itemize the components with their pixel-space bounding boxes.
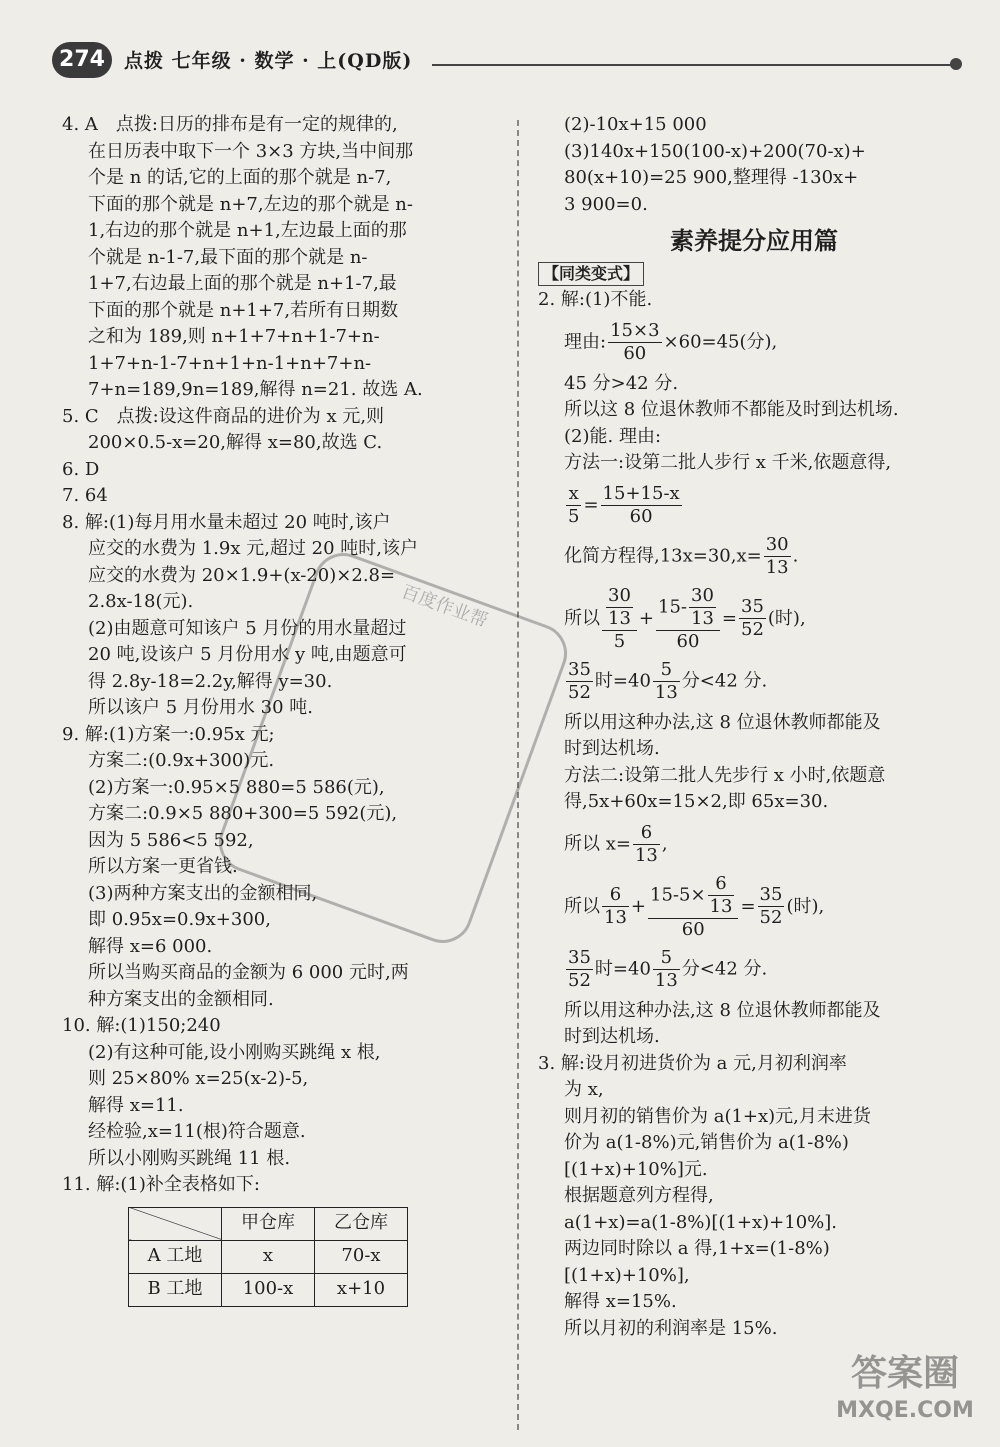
table-row <box>129 1273 408 1306</box>
text-line: 80(x+10)=25 900,整理得 -130x+ <box>564 167 859 188</box>
denominator: 13 <box>691 607 714 629</box>
numerator: 5 <box>653 659 680 682</box>
table-cell: A 工地 <box>129 1240 222 1273</box>
denominator: 13 <box>709 895 733 917</box>
text-line: 根据题意列方程得, <box>564 1185 714 1206</box>
text-line: 应交的水费为 20×1.9+(x-20)×2.8= <box>88 564 396 586</box>
text-line: 时到达机场. <box>564 1026 660 1047</box>
answer-10 <box>62 1013 502 1172</box>
answer-11: 11. 解:(1)补全表格如下: <box>62 1174 260 1195</box>
table-row <box>129 1240 408 1273</box>
text-line: 价为 a(1-8%)元,销售价为 a(1-8%) <box>564 1132 849 1153</box>
text-line: 在日历表中取下一个 3×3 方块,当中间那 <box>88 140 414 162</box>
denominator: 60 <box>623 342 647 364</box>
denominator: 5 <box>613 630 626 652</box>
text-span: = <box>583 494 599 515</box>
answer-9 <box>62 722 502 1014</box>
numerator: 6 <box>602 884 629 907</box>
text-line: 2. 解:(1)不能. <box>538 289 653 310</box>
denominator: 13 <box>608 607 631 629</box>
text-span: 化简方程得,13x=30,x= <box>564 545 762 566</box>
fraction <box>566 659 593 704</box>
fraction <box>648 873 738 941</box>
text-line: (3)两种方案支出的金额相同, <box>88 882 318 904</box>
text-line: 1+7,右边最上面的那个就是 n+1-7,最 <box>88 273 397 294</box>
logo-text: 答案圈 <box>850 1353 959 1394</box>
column-divider <box>517 120 519 1430</box>
text-line: 两边同时除以 a 得,1+x=(1-8%) <box>564 1238 830 1259</box>
text-line: 应交的水费为 1.9x 元,超过 20 吨时,该户 <box>88 538 419 559</box>
numerator: 6 <box>633 822 660 845</box>
fraction <box>689 585 716 630</box>
text-line: 所以用这种办法,这 8 位退休教师都能及 <box>564 711 881 733</box>
fraction <box>566 483 581 528</box>
denominator: 13 <box>654 969 678 991</box>
text-line: 2.8x-18(元). <box>88 591 194 612</box>
fraction <box>739 596 766 641</box>
text-line: 1+7+n-1-7+n+1+n-1+n+7+n- <box>88 352 372 374</box>
page-number: 274 <box>52 42 112 78</box>
text-line: 方案二:0.9×5 880+300=5 592(元), <box>88 803 398 824</box>
numerator <box>648 873 738 919</box>
text-line: 所以这 8 位退休教师不都能及时到达机场. <box>564 399 899 420</box>
formula-line <box>538 873 970 941</box>
denominator: 60 <box>681 918 705 940</box>
text-line: (2)方案一:0.95×5 880=5 586(元), <box>88 776 385 798</box>
text-line: 20 吨,设该户 5 月份用水 y 吨,由题意可 <box>88 644 407 665</box>
text-line: 7+n=189,9n=189,解得 n=21. 故选 A. <box>88 379 423 400</box>
table-header-cell <box>129 1207 222 1240</box>
fraction <box>633 822 660 867</box>
text-line: 所以当购买商品的金额为 6 000 元时,两 <box>88 962 409 983</box>
text-line: 方案二:(0.9x+300)元. <box>88 750 275 771</box>
page-header <box>52 40 972 80</box>
text-line: 9. 解:(1)方案一:0.95x 元; <box>62 723 275 745</box>
text-line: 得,5x+60x=15×2,即 65x=30. <box>564 791 829 812</box>
text-line: 方法一:设第二批人步行 x 千米,依题意得, <box>564 452 892 473</box>
text-span: 理由: <box>564 331 607 352</box>
text-line: 个是 n 的话,它的上面的那个就是 n-7, <box>88 167 392 188</box>
denominator: 13 <box>604 907 627 928</box>
text-line: 所以小刚购买跳绳 11 根. <box>88 1147 291 1169</box>
text-line: 10. 解:(1)150;240 <box>62 1015 221 1036</box>
denominator: 13 <box>654 681 678 703</box>
denominator: 13 <box>634 844 658 866</box>
denominator: 13 <box>765 556 789 578</box>
fraction <box>602 585 637 653</box>
denominator: 60 <box>676 630 700 652</box>
table-header-cell: 甲仓库 <box>222 1207 315 1240</box>
formula-line <box>538 585 970 653</box>
text-line: 之和为 189,则 n+1+7+n+1-7+n- <box>88 326 380 347</box>
text-line: 3 900=0. <box>564 193 648 215</box>
header-dot-icon <box>950 58 962 70</box>
text-line: (3)140x+150(100-x)+200(70-x)+ <box>564 140 866 162</box>
denominator: 60 <box>629 505 653 527</box>
fraction <box>708 873 735 918</box>
table-cell: B 工地 <box>129 1273 222 1306</box>
text-line: 则月初的销售价为 a(1+x)元,月末进货 <box>564 1105 871 1127</box>
text-line: 个就是 n-1-7,最下面的那个就是 n- <box>88 246 368 268</box>
formula-line <box>538 534 970 579</box>
table-cell: 100-x <box>222 1273 315 1306</box>
denominator: 52 <box>568 969 591 991</box>
fraction <box>653 947 680 992</box>
answer-5 <box>62 404 502 457</box>
denominator: 52 <box>741 619 764 640</box>
right-column <box>538 112 970 1342</box>
text-line: 经检验,x=11(根)符合题意. <box>88 1121 306 1142</box>
fraction <box>758 884 785 929</box>
numerator: x <box>566 483 581 506</box>
answer-4 <box>62 112 502 404</box>
table-header-row <box>129 1207 408 1240</box>
table-cell: x <box>222 1240 315 1273</box>
answer-8 <box>62 510 502 722</box>
text-line: 解得 x=11. <box>88 1094 184 1116</box>
text-span: . <box>792 545 799 566</box>
text-line: 所以方案一更省钱. <box>88 856 238 877</box>
answer-3 <box>538 1051 970 1343</box>
numerator: 35 <box>741 596 764 617</box>
text-line: 因为 5 586<5 592, <box>88 829 254 851</box>
corner-logo <box>820 1350 990 1440</box>
text-line: 1,右边的那个就是 n+1,左边最上面的那 <box>88 220 407 241</box>
text-line: 则 25×80% x=25(x-2)-5, <box>88 1068 309 1089</box>
text-line: (2)有这种可能,设小刚购买跳绳 x 根, <box>88 1041 381 1063</box>
left-column <box>62 112 502 1307</box>
numerator: 35 <box>568 658 591 680</box>
text-line: [(1+x)+10%], <box>564 1264 690 1286</box>
text-line: 下面的那个就是 n+1+7,若所有日期数 <box>88 299 399 321</box>
numerator: 15×3 <box>610 319 660 341</box>
text-span: , <box>661 833 668 854</box>
denominator: 52 <box>759 907 783 928</box>
text-line: 3. 解:设月初进货价为 a 元,月初利润率 <box>538 1052 847 1074</box>
numerator: 35 <box>759 884 783 905</box>
numerator: 35 <box>568 946 591 968</box>
fraction <box>608 320 661 365</box>
text-line: a(1+x)=a(1-8%)[(1+x)+10%]. <box>564 1211 837 1233</box>
denominator: 5 <box>568 505 580 527</box>
book-title: 点拨 七年级 · 数学 · 上(QD版) <box>124 50 413 72</box>
fraction <box>606 585 633 630</box>
numerator: 30 <box>608 584 631 606</box>
formula-line <box>538 947 970 992</box>
text-line: (2)由题意可知该户 5 月份的用水量超过 <box>88 617 407 639</box>
fraction <box>653 659 680 704</box>
formula-line <box>538 659 970 704</box>
table-header-cell: 乙仓库 <box>315 1207 408 1240</box>
text-span: 时=40 <box>594 958 651 979</box>
text-span: 时=40 <box>594 670 651 691</box>
numerator: 15+15-x <box>602 482 680 504</box>
text-span: 所以 x= <box>564 833 631 854</box>
fraction <box>601 483 682 528</box>
table-cell: 70-x <box>315 1240 408 1273</box>
text-span: 所以 <box>564 895 600 917</box>
text-span: 15-5× <box>650 884 706 905</box>
section-title: 素养提分应用篇 <box>670 227 838 255</box>
numerator: 30 <box>765 533 789 555</box>
text-span: = <box>740 895 756 917</box>
text-line: 4. A 点拨:日历的排布是有一定的规律的, <box>62 114 398 135</box>
numerator: 5 <box>653 947 680 970</box>
text-line: 方法二:设第二批人先步行 x 小时,依题意 <box>564 764 886 786</box>
numerator <box>656 585 720 631</box>
text-line: 所以用这种办法,这 8 位退休教师都能及 <box>564 999 881 1021</box>
text-line: 即 0.95x=0.9x+300, <box>88 909 271 930</box>
text-line: (2)能. 理由: <box>564 425 662 447</box>
text-line: 解得 x=15%. <box>564 1291 677 1312</box>
watermark-stamp: 百度作业帮 <box>211 545 576 952</box>
denominator: 52 <box>568 681 591 703</box>
fraction <box>764 534 791 579</box>
text-line: 200×0.5-x=20,解得 x=80,故选 C. <box>88 432 383 453</box>
formula-line <box>538 483 970 528</box>
answer-7: 7. 64 <box>62 485 108 506</box>
text-line: 8. 解:(1)每月用水量未超过 20 吨时,该户 <box>62 511 391 533</box>
text-line: 所以该户 5 月份用水 30 吨. <box>88 697 313 718</box>
text-line: 得 2.8y-18=2.2y,解得 y=30. <box>88 670 333 692</box>
numerator <box>602 585 637 631</box>
text-line: 45 分>42 分. <box>564 372 679 394</box>
text-span: 分<42 分. <box>681 958 768 979</box>
text-line: 解得 x=6 000. <box>88 935 213 957</box>
warehouse-table <box>128 1207 408 1307</box>
formula-line <box>538 822 970 867</box>
formula-line <box>538 320 970 365</box>
text-line: 为 x, <box>564 1079 604 1100</box>
text-span: (时), <box>786 895 825 917</box>
numerator: 6 <box>708 873 735 896</box>
text-line: (2)-10x+15 000 <box>564 114 707 135</box>
text-span: + <box>638 607 654 629</box>
fraction <box>602 884 629 929</box>
text-span: 所以 <box>564 607 600 629</box>
text-line: [(1+x)+10%]元. <box>564 1158 708 1180</box>
text-line: 下面的那个就是 n+7,左边的那个就是 n- <box>88 193 413 215</box>
text-span: = <box>721 607 737 629</box>
header-rule <box>432 64 952 66</box>
text-span: 分<42 分. <box>681 670 768 691</box>
text-line: 种方案支出的金额相同. <box>88 988 274 1010</box>
text-span: (时), <box>767 607 806 629</box>
numerator: 30 <box>691 584 714 606</box>
text-line: 5. C 点拨:设这件商品的进价为 x 元,则 <box>62 405 385 427</box>
text-line: 时到达机场. <box>564 738 660 759</box>
answer-2 <box>538 287 970 1051</box>
fraction <box>656 585 720 653</box>
text-line: 所以月初的利润率是 15%. <box>564 1317 778 1339</box>
text-span: + <box>630 895 646 917</box>
variant-tag: 【同类变式】 <box>538 262 644 286</box>
logo-url: MXQE.COM <box>836 1398 974 1423</box>
answer-6: 6. D <box>62 458 100 480</box>
text-span: ×60=45(分), <box>663 331 778 352</box>
fraction <box>566 947 593 992</box>
table-cell: x+10 <box>315 1273 408 1306</box>
text-span: 15- <box>658 596 687 617</box>
